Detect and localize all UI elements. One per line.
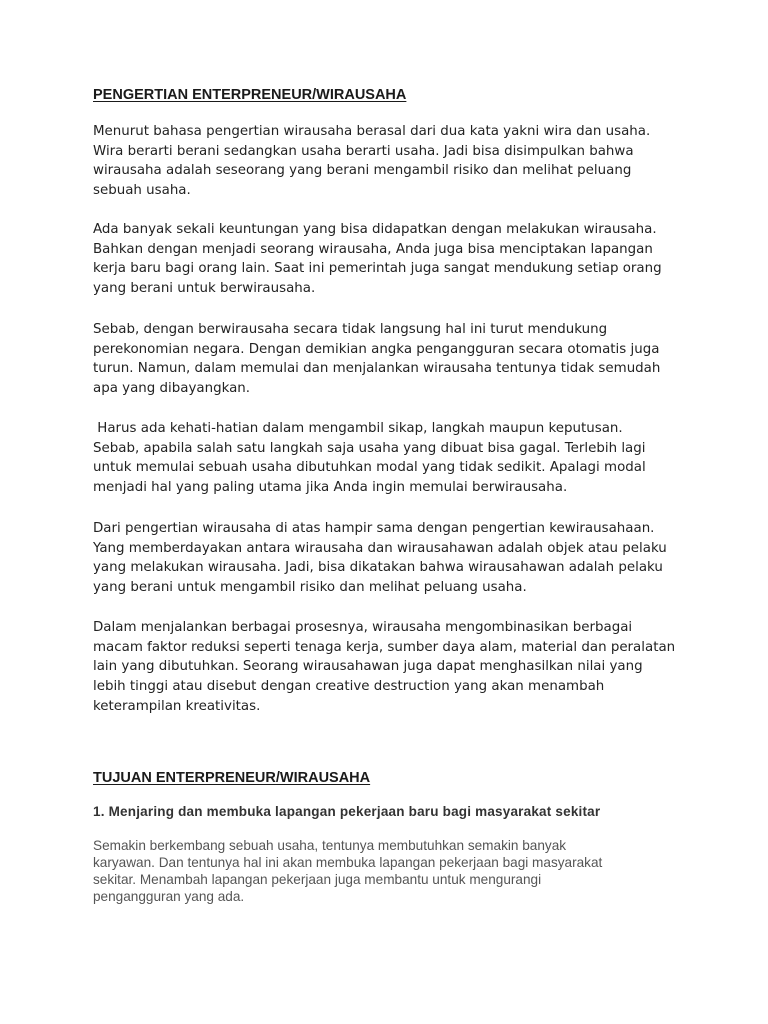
section-heading-tujuan: TUJUAN ENTERPRENEUR/WIRAUSAHA [93,770,371,786]
paragraph-line: keterampilan kreativitas. [93,698,261,714]
paragraph-6 [93,618,693,717]
paragraph-line: Sebab, dengan berwirausaha secara tidak langsung hal ini turut mendukung [93,322,608,337]
paragraph-line: Bahkan dengan menjadi seorang wirausaha, Anda juga bisa menciptakan lapangan [93,241,653,257]
list-item-title: 1. Menjaring dan membuka lapangan pekerjaan baru bagi masyarakat sekitar [93,804,601,819]
paragraph-line: menjadi hal yang paling utama jika Anda ingin memulai berwirausaha. [93,480,568,496]
paragraph-line: Wira berarti berani sedangkan usaha berarti usaha. Jadi bisa disimpulkan bahwa [93,143,634,159]
paragraph-1 [93,122,693,201]
paragraph-line: lebih tinggi atau disebut dengan creative destruction yang akan menambah [93,679,605,695]
paragraph-line: wirausaha adalah seseorang yang berani mengambil risiko dan melihat peluang [93,163,632,179]
paragraph-line: Ada banyak sekali keuntungan yang bisa didapatkan dengan melakukan wirausaha. [93,222,657,237]
paragraph-3 [93,320,693,399]
paragraph-line: Dalam menjalankan berbagai prosesnya, wirausaha mengombinasikan berbagai [93,620,633,635]
paragraph-line: pengangguran yang ada. [93,889,245,904]
paragraph-line: sekitar. Menambah lapangan pekerjaan juga membantu untuk mengurangi [93,872,542,887]
paragraph-line: yang berani untuk mengambil risiko dan melihat peluang usaha. [93,580,527,596]
paragraph-line: Menurut bahasa pengertian wirausaha berasal dari dua kata yakni wira dan usaha. [93,124,651,139]
paragraph-line: macam faktor reduksi seperti tenaga kerja, sumber daya alam, material dan peralatan [93,639,676,655]
paragraph-line: yang melakukan wirausaha. Jadi, bisa dikatakan bahwa wirausahawan adalah pelaku [93,560,663,576]
paragraph-line: untuk memulai sebuah usaha dibutuhkan modal yang tidak sedikit. Apalagi modal [93,460,646,476]
paragraph-line: yang berani untuk berwirausaha. [93,281,316,297]
list-item-body [93,837,693,905]
paragraph-line: Semakin berkembang sebuah usaha, tentunya membutuhkan semakin banyak [93,838,567,853]
paragraph-2 [93,220,693,299]
paragraph-5 [93,519,693,598]
paragraph-line: Dari pengertian wirausaha di atas hampir sama dengan pengertian kewirausahaan. [93,521,655,536]
paragraph-line: lain yang dibutuhkan. Seorang wirausahawan juga dapat menghasilkan nilai yang [93,659,643,675]
paragraph-line: sebuah usaha. [93,183,191,199]
paragraph-line: kerja baru bagi orang lain. Saat ini pemerintah juga sangat mendukung setiap orang [93,261,662,277]
paragraph-line: Harus ada kehati-hatian dalam mengambil sikap, langkah maupun keputusan. [93,421,623,436]
paragraph-line: Yang memberdayakan antara wirausaha dan wirausahawan adalah objek atau pelaku [93,540,667,556]
section-heading-pengertian: PENGERTIAN ENTERPRENEUR/WIRAUSAHA [93,87,407,103]
paragraph-line: Sebab, apabila salah satu langkah saja usaha yang dibuat bisa gagal. Terlebih lagi [93,440,646,456]
paragraph-4 [93,419,693,498]
paragraph-line: turun. Namun, dalam memulai dan menjalankan wirausaha tentunya tidak semudah [93,361,661,377]
paragraph-line: apa yang dibayangkan. [93,381,251,397]
paragraph-line: perekonomian negara. Dengan demikian angka pengangguran secara otomatis juga [93,341,660,357]
paragraph-line: karyawan. Dan tentunya hal ini akan membuka lapangan pekerjaan bagi masyarakat [93,855,603,870]
